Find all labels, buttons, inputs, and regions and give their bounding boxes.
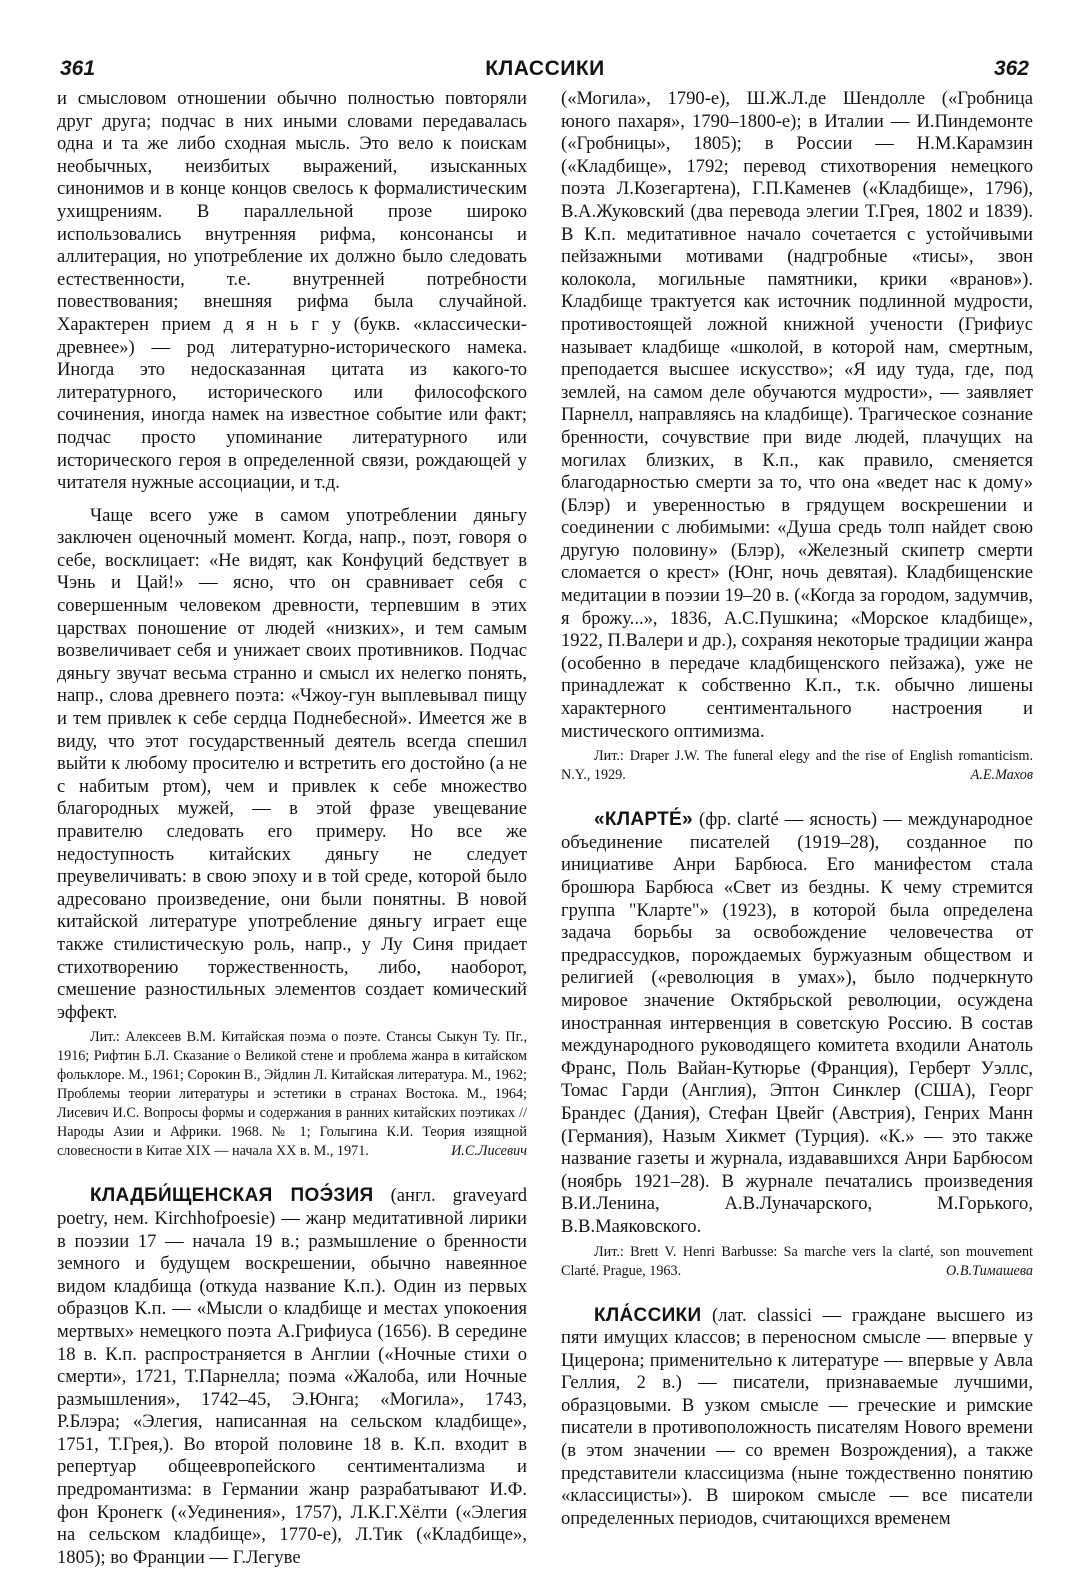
paragraph: Чаще всего уже в самом употреблении дяньгу заключен оценочный момент. Когда, напр., поэт, говоря о себе, восклицает: «Не видят, как Конфуций бедствует в Чэнь и Цай!» — ясно, что он сравнивает себя с совершенным человеком древности, терпевшим в этих царствах поношение от людей «низких», и тем самым возвеличивает себя и унижает своих противников. Подчас дяньгу звучат весьма странно и смысл их нелегко понять, напр., слова древнего поэта: «Чжоу-гун выплевывал пищу и тем привлек к себе сердца Поднебесной». Имеется же в виду, что этот государственный деятель всегда спешил выйти к любому просителю и встретить его достойно (а не с набитым ртом), чем и привлек к себе множество благородных мужей, — в этой фразе увещевание правителю следовать его примеру. Но все же недоступность китайских дяньгу не следует преувеличивать: в свою эпоху и в той среде, которой было адресовано произведение, они были понятны. В новой китайской литературе употребление дяньгу играет еще также стилистическую роль, напр., у Лу Синя придает стихотворению торжественность, либо, наоборот, смешение разностильных элементов создает комический эффект. — [57, 504, 527, 1023]
entry-body: (фр. clarté — ясность) — международное объединение писателей (1919–28), созданное по инициативе Анри Барбюса. Его манифестом стала брошюра Барбюса «Свет из бездны. К чему стремится группа "Кларте"» (1923), в которой была определена задача борьбы за освобождение человечества от предрассудков, порождаемых буржуазным обществом и религией («революция в умах»), было подчеркнуто мировое значение Октябрьской революции, осуждена иностранная интервенция в советскую Россию. В состав международного руководящего комитета входили Анатоль Франс, Поль Вайан-Кутюрье (Франция), Герберт Уэллс, Томас Гарди (Англия), Эптон Синклер (США), Георг Брандес (Дания), Стефан Цвейг (Австрия), Генрих Манн (Германия), Назым Хикмет (Турция). «К.» — это также название газеты и журнала, издававшихся Анри Барбюсом (ноябрь 1921–28). В журнале печатались произведения В.И.Ленина, А.В.Луначарского, М.Горького, В.В.Маяковского. — [561, 809, 1033, 1237]
entry-body: (лат. classici — граждане высшего из пяти имущих классов; в переносном смысле — впервые у Цицерона; применительно к литературе — впервые у Авла Геллия, 2 в.) — писатели, признаваемые лучшими, образцовыми. В узком смысле — греческие и римские писатели в противоположность писателям Нового времени (в этом значении — со времен Возрождения), а также представители классицизма (ныне тождественно понятию «классицисты»). В широком смысле — все писатели определенных периодов, считающихся временем — [561, 1304, 1033, 1529]
bibliography-text: Лит.: Draper J.W. The funeral elegy and the rise of English romanticism. N.Y., 1929. — [561, 748, 1033, 784]
page-number-right: 362 — [993, 57, 1029, 80]
text-columns — [57, 88, 1033, 1569]
bibliography — [561, 747, 1033, 785]
paragraph: и смысловом отношении обычно полностью повторяли друг друга; подчас в них иными словами передавалась одна и та же либо сходная мысль. Это вело к поискам необычных, неизбитых выражений, изысканных синонимов и в конце концов свелось к формалистическим ухищрениям. В параллельной прозе широко использовались внутренняя рифма, консонансы и аллитерация, но употребление их должно было следовать естественности, т.е. внутренней потребности повествования; внешняя рифма была случайной. Характерен прием д я н ь г у (букв. «классически-древнее») — род литературно-исторического намека. Иногда это недосказанная цитата из какого-то литературного, исторического или философского сочинения, иногда намек на известное событие или факт; подчас просто упоминание литературного или исторического героя в определенной связи, рождающей у читателя нужные ассоциации, и т.д. — [57, 88, 527, 494]
author-signature: И.С.Лисевич — [451, 1143, 527, 1160]
left-column — [57, 88, 527, 1569]
page-header — [57, 54, 1033, 84]
entry-headword: КЛАДБИ́ЩЕНСКАЯ ПОЭ́ЗИЯ — [90, 1185, 374, 1207]
page-number-left: 361 — [60, 57, 96, 80]
bibliography-text: Лит.: Brett V. Henri Barbusse: Sa marche vers la clarté, son mouvement Clarté. Prague, 1963. — [561, 1243, 1033, 1279]
author-signature: О.В.Тимашева — [946, 1262, 1033, 1279]
bibliography — [561, 1243, 1033, 1281]
bibliography-text: Лит.: Алексеев В.М. Китайская поэма о поэте. Стансы Сыкун Ту. Пг., 1916; Рифтин Б.Л. Сказание о Великой стене и проблема жанра в китайском фольклоре. М., 1961; Сорокин В., Эйдлин Л. Китайская литература. М., 1962; Проблемы теории литературы и эстетики в странах Востока. М., 1964; Лисевич И.С. Вопросы формы и содержания в ранних китайских поэтиках // Народы Азии и Африки. 1968. № 1; Голыгина К.И. Теория изящной словесности в Китае XIX — начала XX в. М., 1971. — [57, 1029, 527, 1160]
right-column — [561, 88, 1033, 1569]
entry-headword: КЛА́ССИКИ — [594, 1304, 702, 1326]
entry-graveyard-poetry — [57, 1185, 527, 1569]
entry-classics — [561, 1305, 1033, 1531]
entry-headword: «КЛАРТЕ́» — [594, 809, 693, 831]
entry-body: (англ. graveyard poetry, нем. Kirchhofpoesie) — жанр медитативной лирики в поэзии 17 — начала 19 в.; размышление о бренности земного и будущем воскрешении, обычно навеянное видом кладбища (откуда название К.п.). Один из первых образцов К.п. — «Мысли о кладбище и местах упокоения мертвых» немецкого поэта А.Грифиуса (1656). В середине 18 в. К.п. распространяется в Англии («Ночные стихи о смерти», 1721, Т.Парнелла; поэма «Жалоба, или Ночные размышления», 1742–45, Э.Юнга; «Могила», 1743, Р.Блэра; «Элегия, написанная на сельском кладбище», 1751, Т.Грея,). Во второй половине 18 в. К.п. входит в репертуар общеевропейского сентиментализма и предромантизма: в Германии жанр разрабатывают И.Ф. фон Кронегк («Уединения», 1757), Л.К.Г.Хёлти («Элегия на сельском кладбище», 1770-е), Л.Тик («Кладбище», 1805); во Франции — Г.Легуве — [57, 1185, 528, 1568]
paragraph: («Могила», 1790-е), Ш.Ж.Л.де Шендолле («Гробница юного пахаря», 1790–1800-е); в Италии — И.Пиндемонте («Гробницы», 1805); в России — Н.М.Карамзин («Кладбище», 1792; перевод стихотворения немецкого поэта Л.Козегартена), Г.П.Каменев («Кладбище», 1796), В.А.Жуковский (два перевода элегии Т.Грея, 1802 и 1839). В К.п. медитативное начало сочетается с устойчивыми пейзажными мотивами (надгробные «тисы», звон колокола, могильные памятники, крики «вранов»). Кладбище трактуется как источник подлинной мудрости, противостоящей ложной книжной учености (Грифиус называет кладбище «школой, в которой нам, смертным, преподается высшее искусство»; «Я иду туда, где, под землей, на самом деле обучаются мудрости», — заявляет Парнелл, направляясь на кладбище). Трагическое сознание бренности, сочувствие при виде людей, плачущих на могилах близких, в К.п., как правило, сменяется благодарностью смерти за то, что она «ведет нас к дому» (Блэр) и уверенностью в грядущем воскрешении и соединении с любимыми: «Душа средь толп найдет свою другую половину» (Блэр), «Железный скипетр смерти сломается о крест» (Юнг, ночь девятая). Кладбищенские медитации в поэзии 19–20 в. («Когда за городом, задумчив, я брожу...», 1836, А.С.Пушкина; «Морское кладбище», 1922, П.Валери и др.), сохраняя некоторые традиции жанра (особенно в передаче кладбищенского пейзажа), уже не принадлежат к собственно К.п., т.к. обычно лишены характерного сентиментального настроения и мистического оптимизма. — [561, 88, 1033, 742]
entry-clarte — [561, 809, 1033, 1280]
running-title: КЛАССИКИ — [485, 57, 605, 80]
author-signature: А.Е.Махов — [970, 767, 1033, 784]
bibliography — [57, 1028, 527, 1161]
